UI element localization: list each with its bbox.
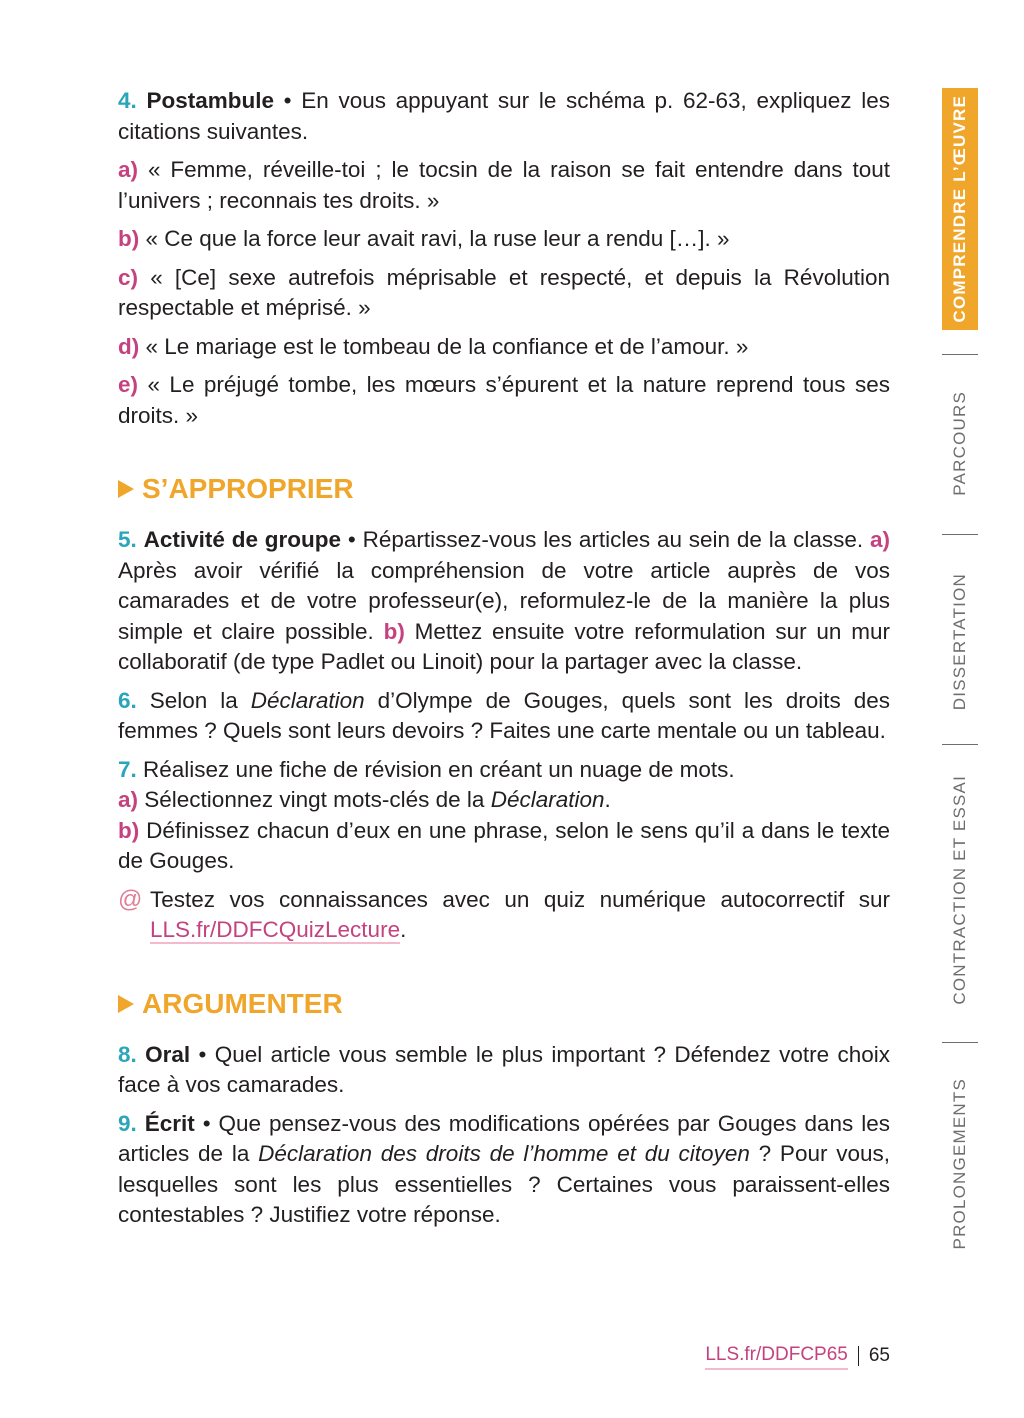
tab-label: PROLONGEMENTS	[950, 1078, 969, 1250]
tab-label: CONTRACTION ET ESSAI	[950, 775, 969, 1005]
triangle-icon	[118, 480, 134, 498]
question-number: 6.	[118, 687, 137, 713]
citation-text: « Le mariage est le tombeau de la confiance et de l’amour. »	[139, 333, 749, 359]
item-text: Définissez chacun d’eux en une phrase, selon le sens qu’il a dans le texte de Gouges.	[118, 817, 890, 873]
question-keyword: Activité de groupe	[143, 527, 342, 552]
question-number: 9.	[118, 1110, 137, 1136]
page-number: 65	[868, 1345, 890, 1366]
item-letter: a)	[118, 157, 139, 182]
item-text: .	[604, 787, 611, 812]
footer-divider	[858, 1346, 859, 1366]
item-letter: b)	[118, 817, 140, 843]
footer-link[interactable]: LLS.fr/DDFCP65	[705, 1342, 848, 1370]
section-title: S’APPROPRIER	[142, 473, 354, 504]
question-9	[118, 1109, 890, 1231]
question-text: d’Olympe de Gouges, quels sont les droits des femmes ? Quels sont leurs devoirs ? Faites une carte mentale ou un tableau.	[118, 687, 890, 743]
quiz-text: Testez vos connaissances avec un quiz numérique autocorrectif sur	[150, 886, 890, 912]
tab-divider	[942, 1042, 978, 1043]
tab-label: PARCOURS	[950, 390, 969, 496]
tab-parcours[interactable]	[932, 378, 988, 508]
question-keyword: Écrit	[144, 1110, 195, 1136]
question-text: • En vous appuyant sur le schéma p. 62-63, expliquez les citations suivantes.	[118, 88, 890, 144]
citation-d	[118, 332, 890, 363]
citation-text: « Le préjugé tombe, les mœurs s’épurent et la nature reprend tous ses droits. »	[118, 372, 890, 428]
question-text: • Quel article vous semble le plus important ? Défendez votre choix face à vos camarades.	[118, 1041, 890, 1097]
question-number: 5.	[118, 527, 137, 552]
question-text: • Que pensez-vous des modifications opérées par Gouges dans les articles de la	[118, 1110, 890, 1166]
italic-title: Déclaration	[490, 787, 605, 812]
item-text: Après avoir vérifié la compréhension de votre article auprès de vos camarades et de votre professeur(e), reformulez-le de la manière la plus simple et claire possible.	[118, 557, 890, 644]
citation-text: « Ce que la force leur avait ravi, la ruse leur a rendu […]. »	[139, 226, 730, 251]
tab-label: DISSERTATION	[950, 573, 969, 711]
question-text: Réalisez une fiche de révision en créant un nuage de mots.	[136, 756, 735, 782]
question-keyword: Oral	[145, 1041, 191, 1067]
quiz-text-end: .	[400, 917, 407, 942]
citation-text: « Femme, réveille-toi ; le tocsin de la raison se fait entendre dans tout l’univers ; reconnais tes droits. »	[118, 157, 890, 213]
tab-label: COMPRENDRE L’ŒUVRE	[950, 95, 969, 323]
item-letter: e)	[118, 372, 139, 397]
item-text: Mettez ensuite votre reformulation sur un mur collaboratif (de type Padlet ou Linoit) pour la partager avec la classe.	[118, 618, 890, 674]
citation-e	[118, 370, 890, 431]
question-number: 8.	[118, 1041, 137, 1067]
tab-contraction-et-essai[interactable]	[932, 768, 988, 1012]
item-letter: a)	[869, 527, 890, 552]
item-letter: b)	[118, 226, 140, 251]
quiz-note	[118, 885, 890, 946]
item-letter: a)	[118, 787, 139, 812]
tab-prolongements[interactable]	[932, 1066, 988, 1262]
italic-title: Déclaration des droits de l’homme et du citoyen	[258, 1141, 750, 1166]
section-heading-sapproprier	[118, 471, 890, 507]
question-text: ? Pour vous, lesquelles sont les plus essentielles ? Certaines vous paraissent-elles contestables ? Justifiez votre réponse.	[118, 1141, 891, 1227]
item-text: Sélectionnez vingt mots-clés de la	[138, 787, 491, 812]
question-number: 7.	[118, 756, 137, 782]
item-letter: d)	[118, 333, 140, 359]
chapter-sidebar	[932, 88, 988, 1268]
citation-b	[118, 224, 890, 255]
question-7-a	[118, 785, 890, 816]
question-7-b	[118, 816, 890, 877]
section-heading-argumenter	[118, 986, 890, 1022]
citation-text: « [Ce] sexe autrefois méprisable et respecté, et depuis la Révolution respectable et méprisé. »	[118, 264, 890, 320]
triangle-icon	[118, 995, 134, 1013]
tab-divider	[942, 354, 978, 355]
item-letter: c)	[118, 264, 139, 290]
italic-title: Déclaration	[250, 687, 365, 713]
citation-c	[118, 263, 890, 324]
question-number: 4.	[118, 88, 137, 113]
question-7	[118, 755, 890, 786]
question-text: • Répartissez-vous les articles au sein de la classe.	[341, 527, 864, 552]
tab-dissertation[interactable]	[932, 558, 988, 726]
question-4	[118, 86, 890, 147]
section-title: ARGUMENTER	[142, 987, 343, 1019]
main-content	[118, 86, 890, 1239]
tab-divider	[942, 744, 978, 745]
at-sign-icon: @	[118, 885, 143, 913]
tab-comprendre-loeuvre[interactable]	[942, 88, 978, 330]
tab-divider	[942, 534, 978, 535]
question-6	[118, 686, 890, 747]
question-text: Selon la	[136, 687, 251, 713]
quiz-link[interactable]: LLS.fr/DDFCQuizLecture	[150, 917, 401, 942]
question-keyword: Postambule	[146, 88, 274, 113]
page-footer	[705, 1342, 890, 1370]
citation-a	[118, 155, 890, 216]
quiz-text-block	[150, 885, 890, 946]
item-letter: b)	[383, 618, 405, 644]
question-8	[118, 1040, 890, 1101]
question-5	[118, 525, 890, 678]
